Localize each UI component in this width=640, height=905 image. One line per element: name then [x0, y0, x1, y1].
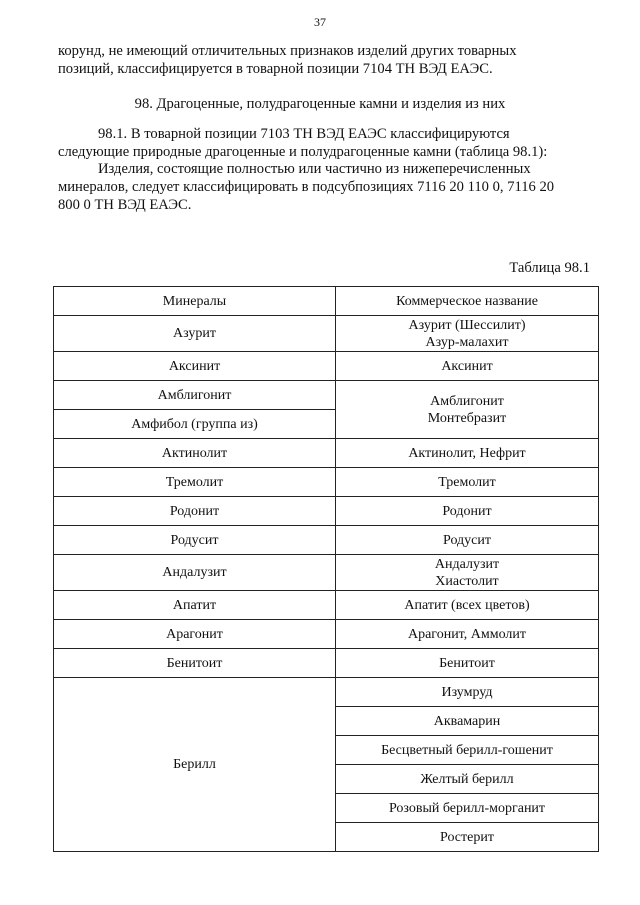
mineral-cell: Апатит — [54, 591, 336, 620]
table-row — [54, 439, 599, 468]
commercial-cell — [336, 555, 599, 591]
table-row — [54, 352, 599, 381]
minerals-table — [53, 286, 599, 852]
p2-line-1: Изделия, состоящие полностью или частично из нижеперечисленных — [98, 161, 531, 177]
commercial-cell: Бесцветный берилл-гошенит — [336, 736, 599, 765]
mineral-cell: Родусит — [54, 526, 336, 555]
commercial-name: Азурит (Шессилит) — [408, 317, 526, 333]
commercial-cell: Арагонит, Аммолит — [336, 620, 599, 649]
table-row — [54, 468, 599, 497]
commercial-cell: Родонит — [336, 497, 599, 526]
table-header-row — [54, 287, 599, 316]
intro-line-1: корунд, не имеющий отличительных признаков изделий других товарных — [58, 43, 517, 59]
mineral-cell: Арагонит — [54, 620, 336, 649]
table-row — [54, 497, 599, 526]
table-row — [54, 526, 599, 555]
commercial-cell: Розовый берилл-морганит — [336, 794, 599, 823]
p1-line-2: следующие природные драгоценные и полудрагоценные камни (таблица 98.1): — [58, 144, 548, 160]
commercial-name: Андалузит — [434, 556, 500, 572]
mineral-cell: Бенитоит — [54, 649, 336, 678]
commercial-cell — [336, 381, 599, 439]
commercial-cell: Аксинит — [336, 352, 599, 381]
mineral-cell: Азурит — [54, 316, 336, 352]
mineral-cell: Родонит — [54, 497, 336, 526]
commercial-cell: Изумруд — [336, 678, 599, 707]
table-row — [54, 620, 599, 649]
section-heading: 98. Драгоценные, полудрагоценные камни и изделия из них — [134, 96, 506, 112]
p1-line-1: 98.1. В товарной позиции 7103 ТН ВЭД ЕАЭС классифицируются — [98, 126, 510, 142]
commercial-cell: Тремолит — [336, 468, 599, 497]
mineral-cell: Андалузит — [54, 555, 336, 591]
section-paragraph-1 — [58, 125, 591, 161]
page-number: 37 — [314, 15, 326, 29]
table-row — [54, 649, 599, 678]
p2-line-3: 800 0 ТН ВЭД ЕАЭС. — [58, 197, 192, 213]
commercial-cell: Апатит (всех цветов) — [336, 591, 599, 620]
table-row — [54, 316, 599, 352]
mineral-cell-beryl: Берилл — [54, 678, 336, 852]
commercial-name: Хиастолит — [435, 573, 499, 589]
commercial-cell: Родусит — [336, 526, 599, 555]
mineral-cell: Амблигонит — [54, 381, 336, 410]
table-row — [54, 555, 599, 591]
commercial-cell: Аквамарин — [336, 707, 599, 736]
header-minerals: Минералы — [54, 287, 336, 316]
commercial-cell — [336, 316, 599, 352]
section-paragraph-2 — [58, 160, 591, 214]
commercial-name: Амблигонит — [430, 393, 504, 409]
table-caption: Таблица 98.1 — [509, 260, 590, 276]
mineral-cell: Амфибол (группа из) — [54, 410, 336, 439]
table-row — [54, 591, 599, 620]
mineral-cell: Тремолит — [54, 468, 336, 497]
commercial-cell: Актинолит, Нефрит — [336, 439, 599, 468]
table-row — [54, 381, 599, 410]
intro-line-2: позиций, классифицируется в товарной позиции 7104 ТН ВЭД ЕАЭС. — [58, 61, 493, 77]
intro-paragraph — [58, 42, 591, 78]
header-commercial-name: Коммерческое название — [336, 287, 599, 316]
mineral-cell: Актинолит — [54, 439, 336, 468]
commercial-name: Азур-малахит — [425, 334, 509, 350]
commercial-cell: Ростерит — [336, 823, 599, 852]
mineral-cell: Аксинит — [54, 352, 336, 381]
p2-line-2: минералов, следует классифицировать в подсубпозициях 7116 20 110 0, 7116 20 — [58, 179, 555, 195]
commercial-name: Монтебразит — [427, 410, 507, 426]
commercial-cell: Бенитоит — [336, 649, 599, 678]
commercial-cell: Желтый берилл — [336, 765, 599, 794]
table-row — [54, 678, 599, 707]
